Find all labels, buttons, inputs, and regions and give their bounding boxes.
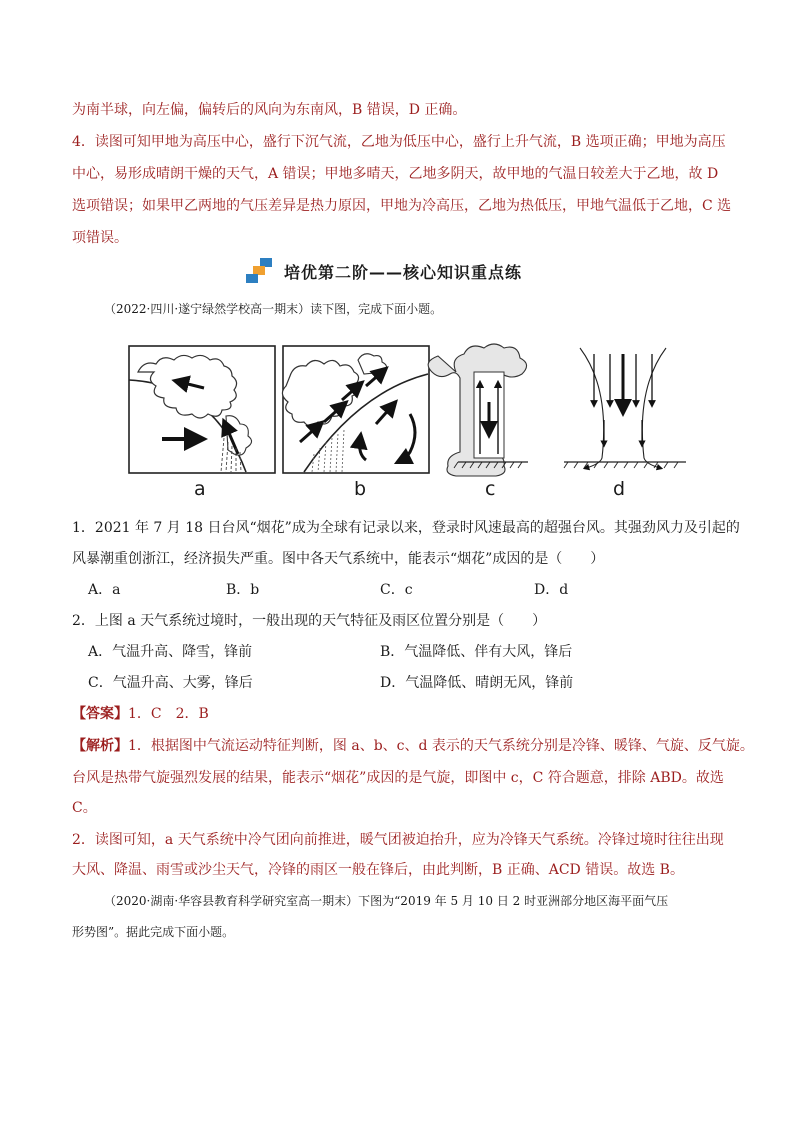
section-heading	[246, 258, 522, 284]
analysis-label: 【解析】	[72, 738, 128, 754]
question-2-stem: 2．上图 a 天气系统过境时，一般出现的天气特征及雨区位置分别是（ ）	[72, 613, 547, 629]
question-source-2-line-2: 形势图”。据此完成下面小题。	[72, 925, 235, 939]
analysis-line-3: C。	[72, 800, 97, 816]
prev-answer-line-4: 选项错误；如果甲乙两地的气压差异是热力原因，甲地为冷高压，乙地为热低压，甲地气温低于乙地，C 选	[72, 198, 732, 214]
section-icon	[246, 258, 274, 284]
q2-option-a[interactable]: A．气温升高、降雪，锋前	[88, 644, 253, 660]
figure-label-d: d	[613, 478, 626, 500]
question-source-1: （2022·四川·遂宁绿然学校高一期末）读下图，完成下面小题。	[104, 302, 443, 316]
q2-option-d[interactable]: D．气温降低、晴朗无风，锋前	[380, 675, 574, 691]
question-1-line-2: 风暴潮重创浙江，经济损失严重。图中各天气系统中，能表示“烟花”成因的是（ ）	[72, 551, 605, 567]
figure-label-b: b	[354, 478, 367, 500]
q1-option-c[interactable]: C．c	[380, 582, 413, 598]
answer-text: 1．C 2．B	[128, 706, 209, 722]
panel-b-warm-front	[282, 346, 429, 473]
panel-a-cold-front	[129, 346, 275, 473]
question-1-line-1: 1．2021 年 7 月 18 日台风“烟花”成为全球有记录以来，登录时风速最高的超强台风。其强劲风力及引起的	[72, 520, 740, 536]
question-source-2-line-1: （2020·湖南·华容县教育科学研究室高一期末）下图为“2019 年 5 月 10 日 2 时亚洲部分地区海平面气压	[104, 894, 669, 908]
analysis-line-5: 大风、降温、雨雪或沙尘天气，冷锋的雨区一般在锋后，由此判断，B 正确、ACD 错误。故选 B。	[72, 862, 684, 878]
q1-option-a[interactable]: A．a	[88, 582, 121, 598]
q1-option-b[interactable]: B．b	[226, 582, 260, 598]
answer-line	[72, 704, 209, 724]
prev-answer-line-3: 中心，易形成晴朗干燥的天气，A 错误；甲地多晴天，乙地多阴天，故甲地的气温日较差大于乙地，故 D	[72, 166, 719, 182]
prev-answer-line-1: 为南半球，向左偏，偏转后的风向为东南风，B 错误，D 正确。	[72, 102, 467, 118]
analysis-line-2: 台风是热带气旋强烈发展的结果，能表示“烟花”成因的是气旋，即图中 c，C 符合题意，排除 ABD。故选	[72, 770, 724, 786]
prev-answer-line-5: 项错误。	[72, 230, 128, 246]
prev-answer-line-2: 4．读图可知甲地为高压中心，盛行下沉气流，乙地为低压中心，盛行上升气流，B 选项正确；甲地为高压	[72, 134, 726, 150]
weather-systems-figure	[128, 342, 548, 504]
figure-label-a: a	[194, 478, 206, 500]
analysis-line-4: 2．读图可知，a 天气系统中冷气团向前推进，暖气团被迫抬升，应为冷锋天气系统。冷锋过境时往往出现	[72, 832, 724, 848]
analysis-text-1: 1．根据图中气流运动特征判断，图 a、b、c、d 表示的天气系统分别是冷锋、暖锋、气旋、反气旋。	[128, 738, 754, 754]
panel-c-cyclone	[428, 344, 528, 476]
section-title: 培优第二阶——核心知识重点练	[284, 262, 523, 282]
answer-label: 【答案】	[72, 706, 128, 722]
q2-option-b[interactable]: B．气温降低、伴有大风，锋后	[380, 644, 573, 660]
analysis-line-1	[72, 736, 754, 756]
figure-label-c: c	[485, 478, 496, 500]
q2-option-c[interactable]: C．气温升高、大雾，锋后	[88, 675, 253, 691]
q1-option-d[interactable]: D．d	[534, 582, 569, 598]
